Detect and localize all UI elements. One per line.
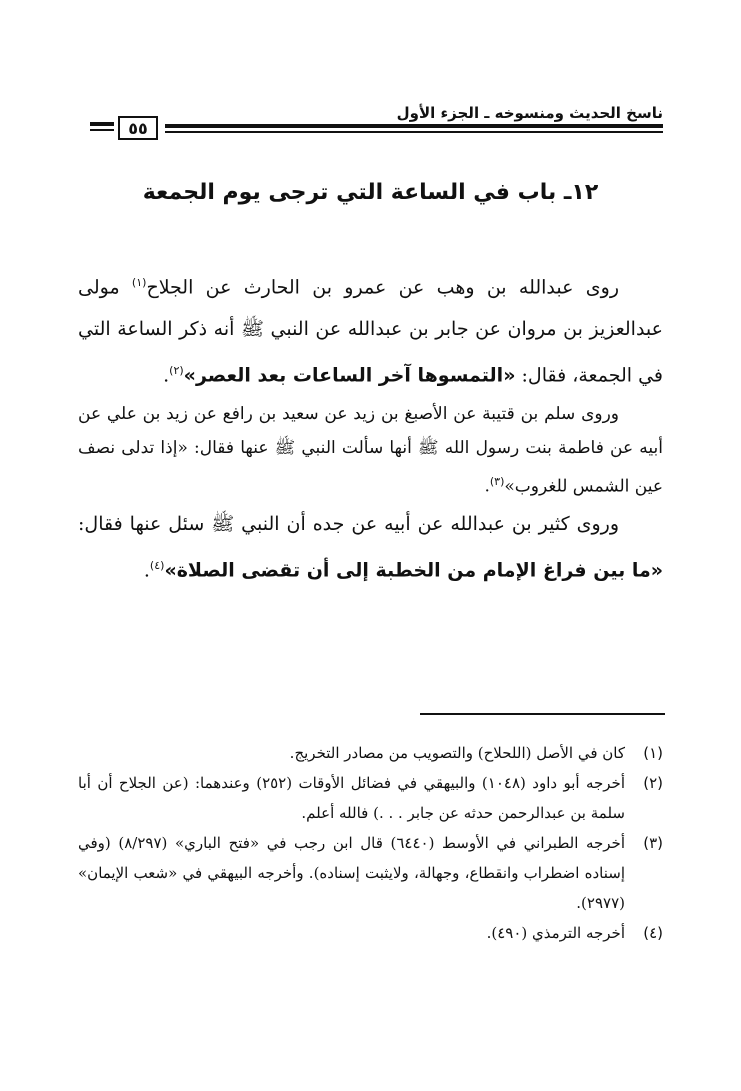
footnote-number: (١) <box>643 744 663 762</box>
footnote <box>78 738 663 768</box>
header-rule-thick <box>165 124 663 128</box>
footnote-number: (٣) <box>643 834 663 852</box>
page-number-rule <box>90 122 114 134</box>
paragraph-1-text-a: روى عبدالله بن وهب عن عمرو بن الحارث عن الجلاح <box>146 276 619 299</box>
footnote-text: كان في الأصل (اللحلاح) والتصويب من مصادر التخريج. <box>289 744 625 762</box>
footnote <box>78 768 663 828</box>
hadith-quote-1: «التمسوها آخر الساعات بعد العصر» <box>183 364 516 387</box>
footnote-number: (٤) <box>643 924 663 942</box>
running-header-title: ناسخ الحديث ومنسوخه ـ الجزء الأول <box>396 104 663 122</box>
footnotes <box>78 738 663 948</box>
paragraph-1-end: . <box>163 364 170 387</box>
hadith-quote-3: «ما بين فراغ الإمام من الخطبة إلى أن تقضى الصلاة» <box>164 559 663 582</box>
page-number: ٥٥ <box>118 116 158 140</box>
footnote-separator <box>420 713 665 715</box>
paragraph-1 <box>78 262 663 397</box>
footnote-ref-1: (١) <box>131 276 147 289</box>
footnote-text: أخرجه الطبراني في الأوسط (٦٤٤٠) قال ابن رجب في «فتح الباري» (٨/٢٩٧) (وفي إسناده اضطراب وانقطاع، وجهالة، ولايثبت إسناده). وأخرجه البيهقي في «شعب الإيمان» (٢٩٧٧). <box>78 834 626 912</box>
footnote-ref-4: (٤) <box>149 559 165 573</box>
paragraph-3-text: وروى كثير بن عبدالله عن أبيه عن جده أن النبي ﷺ سئل عنها فقال: <box>78 513 619 536</box>
paragraph-2-end: . <box>484 476 490 497</box>
paragraph-3-end: . <box>143 559 150 582</box>
page-number-rule-thick <box>90 122 114 126</box>
footnote <box>78 828 663 918</box>
header-rule-thin <box>165 131 663 133</box>
paragraph-3 <box>78 503 663 591</box>
paragraph-1-text-b: مولى عبدالعزيز بن مروان عن جابر بن عبدالله عن النبي ﷺ أنه ذكر الساعة التي في الجمعة، فقال: <box>78 276 663 387</box>
page-number-rule-thin <box>90 129 114 131</box>
header-rule <box>165 124 663 134</box>
footnote-text: أخرجه الترمذي (٤٩٠). <box>486 924 625 942</box>
footnote <box>78 918 663 948</box>
footnote-number: (٢) <box>643 774 663 792</box>
paragraph-2-text: وروى سلم بن قتيبة عن الأصبغ بن زيد عن سعيد بن رافع عن زيد بن علي عن أبيه عن فاطمة بنت رسول الله ﷺ أنها سألت النبي ﷺ عنها فقال: «إذا تدلى نصف عين الشمس للغروب» <box>78 403 663 497</box>
footnote-text: أخرجه أبو داود (١٠٤٨) والبيهقي في فضائل الأوقات (٢٥٢) وعندهما: (عن الجلاح أن أبا سلمة بن عبدالرحمن حدثه عن جابر . . .) فالله أعلم. <box>78 774 625 822</box>
footnote-ref-3: (٣) <box>489 474 505 488</box>
footnote-ref-2: (٢) <box>169 364 184 378</box>
chapter-title: ١٢ـ باب في الساعة التي ترجى يوم الجمعة <box>142 180 599 205</box>
paragraph-2 <box>78 397 663 504</box>
main-text <box>78 262 663 592</box>
